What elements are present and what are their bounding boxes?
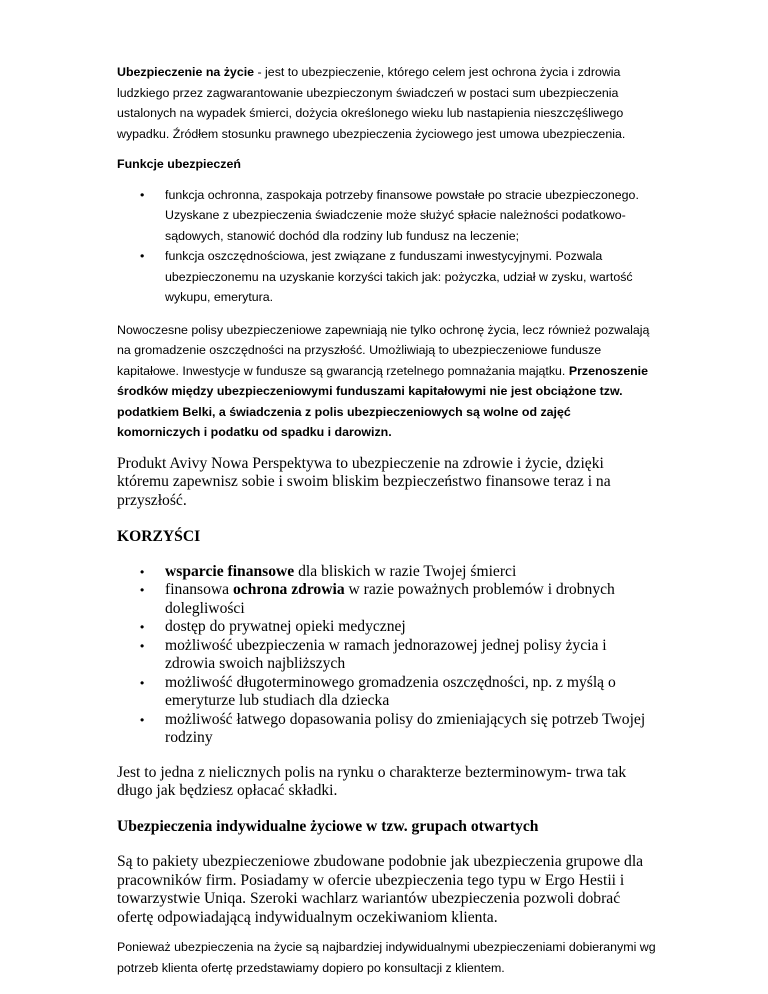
functions-heading: Funkcje ubezpieczeń — [117, 157, 241, 171]
groups-paragraph: Są to pakiety ubezpieczeniowe zbudowane podobnie jak ubezpieczenia grupowe dla pracowników firm. Posiadamy w ofercie ubezpieczenia tego typu w Ergo Hestii i towarzystwie Uniqa. Szeroki wachlarz wariantów ubezpieczenia pozwoli dobrać ofertę odpowiadającą indywidualnym oczekiwaniom klienta. — [117, 853, 644, 926]
list-item: • funkcja oszczędnościowa, jest związane z funduszami inwestycyjnymi. Pozwala ubezpieczonemu na uzyskanie korzyści takich jak: pożyczka, udział w zysku, wartość wykupu, emerytura. — [140, 246, 656, 308]
benefit-text: dla bliskich w razie Twojej śmierci — [294, 562, 517, 580]
list-item — [140, 563, 656, 582]
benefits-heading: KORZYŚCI — [117, 528, 201, 545]
list-item — [140, 581, 656, 618]
benefit-bold: ochrona zdrowia — [233, 581, 345, 598]
intro-term: Ubezpieczenie na życie — [117, 65, 255, 79]
modern-policies-paragraph — [117, 320, 656, 443]
list-item: • możliwość łatwego dopasowania polisy do zmieniających się potrzeb Twojej rodziny — [140, 711, 656, 748]
groups-heading: Ubezpieczenia indywidualne życiowe w tzw. grupach otwartych — [117, 817, 539, 835]
intro-paragraph — [117, 62, 656, 144]
benefit-bold: wsparcie finansowe — [165, 562, 295, 580]
benefit-text: finansowa — [165, 581, 233, 598]
list-item: • funkcja ochronna, zaspokaja potrzeby finansowe powstałe po stracie ubezpieczonego. Uzyskane z ubezpieczenia świadczenie może służyć spłacie należności podatkowo-sądowych, stanowić dochód dla rodziny lub fundusz na leczenie; — [140, 185, 656, 247]
modern-text: Nowoczesne polisy ubezpieczeniowe zapewniają nie tylko ochronę życia, lecz również pozwalają na gromadzenie oszczędności na przyszłość. Umożliwiają to ubezpieczeniowe fundusze kapitałowe. Inwestycje w fundusze są gwarancją rzetelnego pomnażania majątku. — [117, 322, 650, 378]
list-item: • możliwość długoterminowego gromadzenia oszczędności, np. z myślą o emeryturze lub studiach dla dziecka — [140, 674, 656, 711]
benefit-text: w razie poważnych problemów i drobnych dolegliwości — [165, 581, 615, 617]
product-paragraph: Produkt Avivy Nowa Perspektywa to ubezpieczenie na zdrowie i życie, dzięki któremu zapewnisz sobie i swoim bliskim bezpieczeństwo finansowe teraz i na przyszłość. — [117, 454, 611, 509]
list-item: • dostęp do prywatnej opieki medycznej — [140, 618, 656, 637]
nonterm-paragraph: Jest to jedna z nielicznych polis na rynku o charakterze bezterminowym- trwa tak długo jak będziesz opłacać składki. — [117, 763, 627, 799]
list-item: • możliwość ubezpieczenia w ramach jednorazowej jednej polisy życia i zdrowia swoich najbliższych — [140, 637, 656, 674]
functions-list — [140, 185, 656, 308]
benefits-list — [140, 563, 656, 748]
intro-text: - jest to ubezpieczenie, którego celem jest ochrona życia i zdrowia ludzkiego przez zagwarantowanie ubezpieczonym świadczeń w postaci sum ubezpieczenia ustalonych na wypadek śmierci, dożycia określonego wieku lub nastapienia nieszczęśliwego wypadku. Źródłem stosunku prawnego ubezpieczenia życiowego jest umowa ubezpieczenia. — [117, 65, 626, 141]
modern-bold-text: Przenoszenie środków między ubezpieczeniowymi funduszami kapitałowymi nie jest obciążone tzw. podatkiem Belki, a świadczenia z polis ubezpieczeniowych są wolne od zajęć komorniczych i podatku od spadku i darowizn. — [117, 363, 649, 439]
closing-paragraph: Ponieważ ubezpieczenia na życie są najbardziej indywidualnymi ubezpieczeniami dobieranymi wg potrzeb klienta ofertę przedstawiamy dopiero po konsultacji z klientem. — [117, 940, 656, 975]
